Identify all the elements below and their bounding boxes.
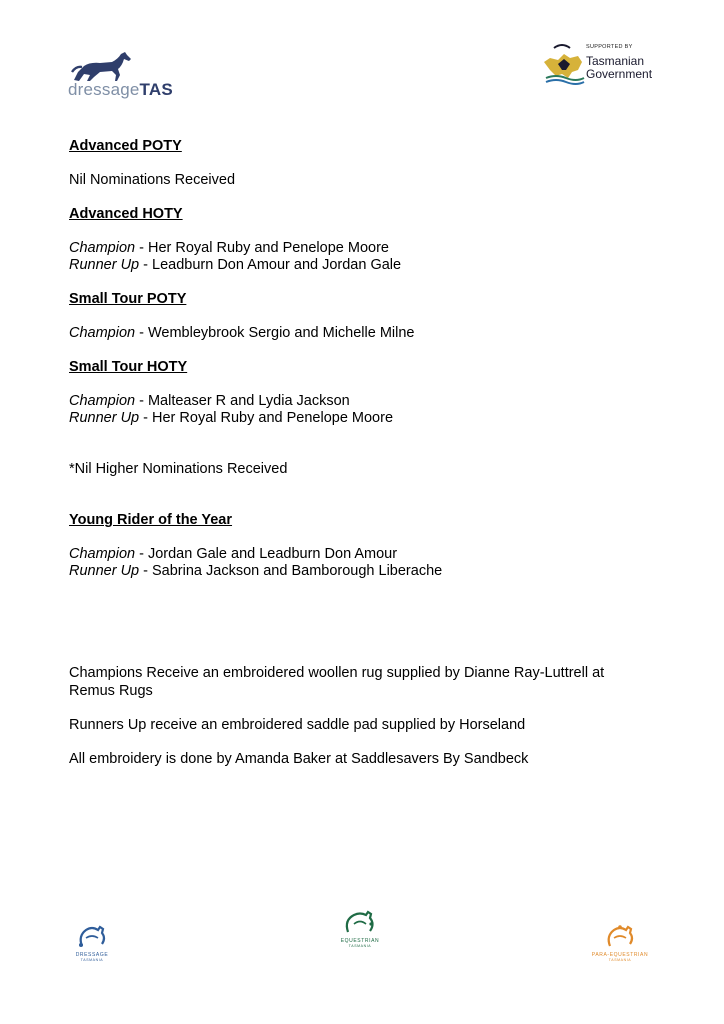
role-label: Champion: [69, 240, 136, 256]
entry-detail: - Her Royal Ruby and Penelope Moore: [139, 410, 394, 426]
entry-detail: - Jordan Gale and Leadburn Don Amour: [135, 546, 398, 562]
champions-prize-line1: Champions Receive an embroidered woollen rug supplied by Dianne Ray-Luttrell at: [69, 665, 605, 681]
young-rider-heading: Young Rider of the Year: [69, 512, 233, 528]
small-tour-hoty-heading: Small Tour HOTY: [69, 359, 188, 375]
wordmark-bold: TAS: [139, 80, 173, 99]
para-sub: TASMANIA: [608, 958, 632, 962]
advanced-poty-text: Nil Nominations Received: [69, 172, 236, 188]
role-label: Champion: [69, 546, 136, 562]
champions-prize-line2: Remus Rugs: [69, 683, 153, 699]
advanced-hoty-champion: [69, 240, 389, 257]
role-label: Runner Up: [69, 563, 140, 579]
equestrian-horse-icon: [340, 910, 380, 934]
government-label: Government: [586, 67, 653, 81]
small-tour-poty-heading: Small Tour POTY: [69, 291, 187, 307]
entry-detail: - Her Royal Ruby and Penelope Moore: [135, 240, 389, 256]
para-equestrian-tasmania-logo: [588, 924, 652, 963]
role-label: Champion: [69, 325, 136, 341]
dressage-caption: DRESSAGE: [75, 952, 109, 958]
equestrian-caption: EQUESTRIAN: [340, 938, 380, 944]
entry-detail: - Malteaser R and Lydia Jackson: [135, 393, 350, 409]
dressagetas-logo: [68, 50, 178, 100]
advanced-hoty-runner-up: [69, 257, 401, 274]
supported-by-label: SUPPORTED BY: [586, 44, 633, 50]
para-caption: PARA-EQUESTRIAN: [591, 952, 649, 958]
entry-detail: - Wembleybrook Sergio and Michelle Milne: [135, 325, 415, 341]
advanced-hoty-heading: Advanced HOTY: [69, 206, 183, 222]
entry-detail: - Leadburn Don Amour and Jordan Gale: [139, 257, 402, 273]
dressagetas-wordmark: [68, 80, 173, 100]
wordmark-light: dressage: [68, 80, 140, 99]
young-rider-runner-up: [69, 563, 442, 580]
role-label: Runner Up: [69, 410, 140, 426]
tasmanian-government-logo: [542, 42, 656, 86]
higher-nominations-note: *Nil Higher Nominations Received: [69, 461, 288, 477]
entry-detail: - Sabrina Jackson and Bamborough Liberache: [139, 563, 443, 579]
dressage-horse-icon: [72, 924, 112, 948]
horse-logo-icon: [68, 50, 138, 84]
runners-up-prize: Runners Up receive an embroidered saddle pad supplied by Horseland: [69, 717, 526, 733]
small-tour-hoty-runner-up: [69, 410, 393, 427]
dressage-tasmania-logo: [64, 924, 120, 963]
young-rider-champion: [69, 546, 397, 563]
tasmanian-tiger-icon: [542, 42, 586, 86]
role-label: Champion: [69, 393, 136, 409]
role-label: Runner Up: [69, 257, 140, 273]
tasmanian-label: Tasmanian: [586, 54, 645, 68]
para-horse-icon: [600, 924, 640, 948]
advanced-poty-heading: Advanced POTY: [69, 138, 182, 154]
equestrian-tasmania-logo: [332, 910, 388, 949]
small-tour-hoty-champion: [69, 393, 350, 410]
small-tour-poty-champion: [69, 325, 414, 342]
equestrian-sub: TASMANIA: [348, 944, 372, 948]
dressage-sub: TASMANIA: [80, 958, 104, 962]
embroidery-note: All embroidery is done by Amanda Baker at Saddlesavers By Sandbeck: [69, 751, 529, 767]
